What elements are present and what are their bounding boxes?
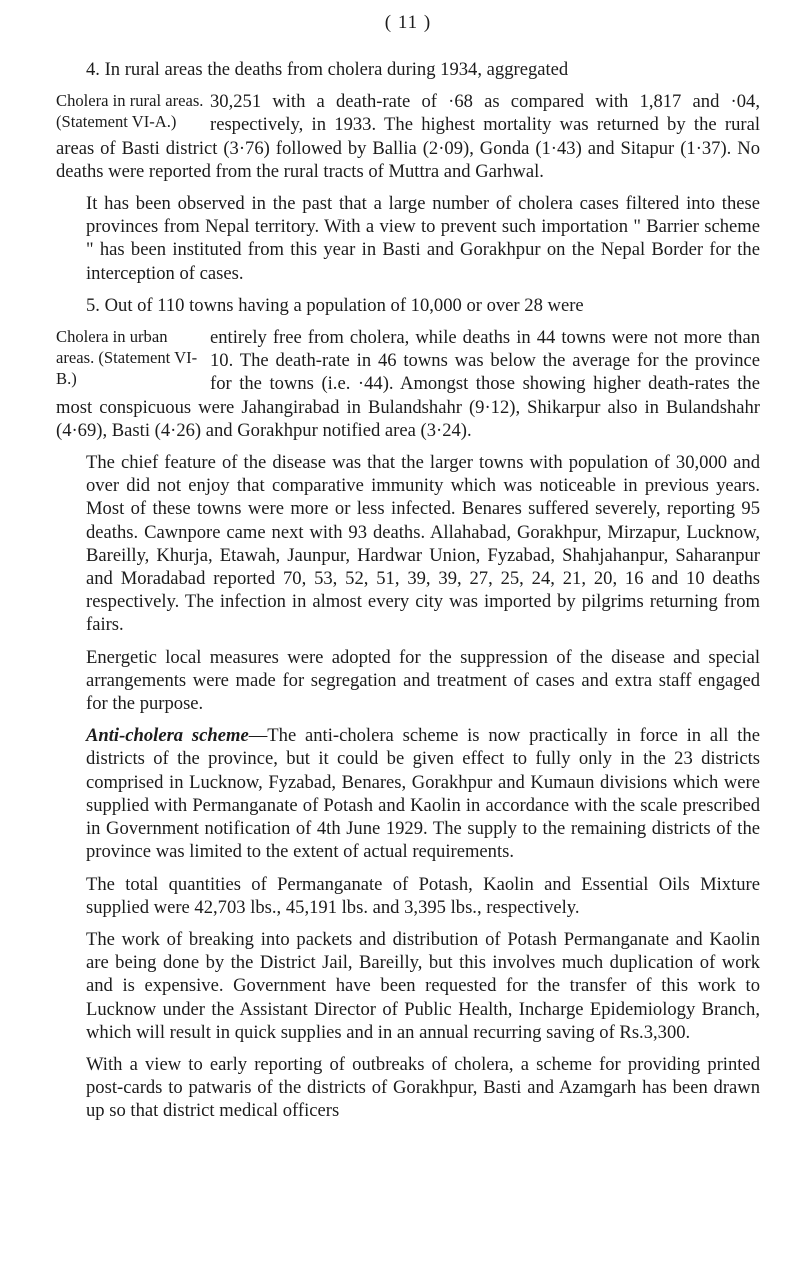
paragraph-anti-cholera-scheme	[56, 724, 760, 863]
section-5-lead: 5. Out of 110 towns having a population of 10,000 or over 28 were	[86, 294, 584, 316]
paragraph-packet-work: The work of breaking into packets and distribution of Potash Permanganate and Kaolin are being done by the District Jail, Bareilly, but this involves much duplication of work and is expensive. Government have been requested for the transfer of this work to Lucknow under the Assistant Director of Public Health, Incharge Epidemiology Branch, which will result in quick supplies and in an annual recurring saving of Rs.3,300.	[86, 928, 760, 1043]
section-4-body: 30,251 with a death-rate of ·68 as compared with 1,817 and ·04, respectively, in 1933. The highest mortality was returned by the rural areas of Basti district (3·76) followed by Ballia (2·09), Gonda (1·43) and Sitapur (1·37). No deaths were reported from the rural tracts of Muttra and Garhwal.	[56, 91, 760, 182]
margin-note-urban-cholera: Cholera in urban areas. (Statement VI-B.)	[56, 327, 198, 389]
page-number: ( 11 )	[384, 12, 432, 33]
paragraph-energetic-measures: Energetic local measures were adopted for the suppression of the disease and special arrangements were made for segregation and treatment of cases and extra staff engaged for the purpose.	[86, 646, 760, 715]
margin-note-rural-cholera: Cholera in rural areas. (Statement VI-A.)	[56, 91, 204, 132]
anti-cholera-heading: Anti-cholera scheme	[86, 725, 249, 747]
paragraph-total-quantities: The total quantities of Permanganate of Potash, Kaolin and Essential Oils Mixture supplied were 42,703 lbs., 45,191 lbs. and 3,395 lbs., respectively.	[86, 873, 760, 918]
section-4	[56, 90, 760, 183]
paragraph-early-reporting: With a view to early reporting of outbreaks of cholera, a scheme for providing printed post-cards to patwaris of the districts of Gorakhpur, Basti and Azamgarh has been drawn up so that district medical officers	[86, 1053, 760, 1122]
paragraph-barrier-scheme: It has been observed in the past that a large number of cholera cases filtered into these provinces from Nepal territory. With a view to prevent such importation " Barrier scheme " has been instituted from this year in Basti and Gorakhpur on the Nepal Border for the interception of cases.	[86, 193, 760, 284]
paragraph-chief-feature: The chief feature of the disease was that the larger towns with population of 30,000 and over did not enjoy that comparative immunity which was noticeable in previous years. Most of these towns were more or less infected. Benares suffered severely, reporting 95 deaths. Cawnpore came next with 93 deaths. Allahabad, Gorakhpur, Mirzapur, Lucknow, Bareilly, Khurja, Etawah, Jaunpur, Hardwar Union, Fyzabad, Shahjahanpur, Saharanpur and Moradabad reported 70, 53, 52, 51, 39, 39, 27, 25, 24, 21, 20, 16 and 10 deaths respectively. The infection in almost every city was imported by pilgrims returning from fairs.	[86, 452, 760, 636]
section-5-body: entirely free from cholera, while deaths in 44 towns were not more than 10. The death-rate in 46 towns was below the average for the province for the towns (i.e. ·44). Amongst those showing higher death-rates the most conspicuous were Jahangirabad in Bulandshahr (9·12), Shikarpur also in Bulandshahr (4·69), Basti (4·26) and Gorakhpur notified area (3·24).	[56, 327, 760, 441]
section-5	[56, 326, 760, 442]
section-4-lead: 4. In rural areas the deaths from cholera during 1934, aggregated	[86, 59, 569, 80]
anti-cholera-body: —The anti-cholera scheme is now practically in force in all the districts of the province, but it could be given effect to fully only in the 23 districts comprised in Lucknow, Fyzabad, Benares, Gorakhpur and Kumaun divisions which were supplied with Permanganate of Potash and Kaolin in accordance with the scale prescribed in Government notification of 4th June 1929. The supply to the remaining districts of the province was limited to the extent of actual requirements.	[86, 725, 760, 863]
